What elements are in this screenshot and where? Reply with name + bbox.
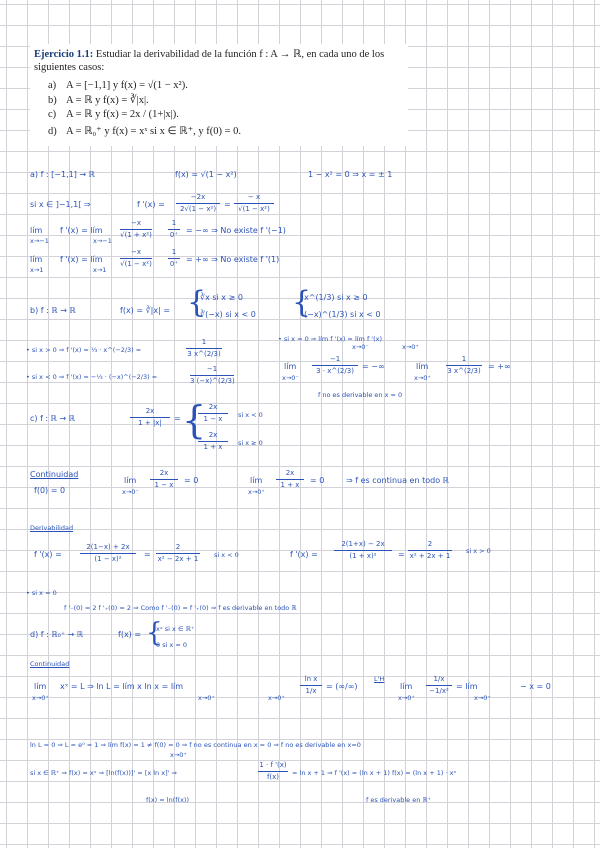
d-lh-result-sub: x→0⁺ bbox=[474, 694, 491, 702]
exercise-item-d bbox=[48, 125, 241, 137]
d-limit-expr: xˣ = L ⇒ ln L = lím x ln x = lím bbox=[60, 682, 184, 691]
a-domain-condition: si x ∈ ]−1,1[ ⇒ bbox=[30, 200, 91, 209]
c-continuity-limit-1-fraction bbox=[150, 469, 178, 490]
denominator: √(1 − x²) bbox=[238, 205, 270, 213]
item-text: A = ℝ₀⁺ y f(x) = xˣ si x ∈ ℝ⁺, y f(0) = 0. bbox=[66, 126, 242, 137]
d-last-line: f(x) = ln(f(x)) bbox=[146, 796, 189, 804]
a-function: f(x) = √(1 − x²) bbox=[175, 170, 237, 179]
denominator: −1/x² bbox=[429, 687, 449, 695]
b-right-limit: lím bbox=[416, 362, 429, 371]
a-limit-1-expr: f '(x) = lím bbox=[60, 226, 103, 235]
numerator: 2x bbox=[145, 407, 155, 415]
denominator: 3 · x^(2/3) bbox=[316, 367, 354, 375]
numerator: 1 bbox=[461, 355, 467, 363]
c-continuity-limit-2: lím bbox=[250, 476, 263, 485]
numerator: 2 bbox=[427, 540, 433, 548]
numerator: 1 bbox=[171, 219, 177, 227]
d-function-label: f(x) = bbox=[118, 630, 142, 639]
d-lh-fraction bbox=[426, 675, 452, 696]
denominator: 0⁺ bbox=[169, 231, 179, 239]
d-limit-lim: lím bbox=[34, 682, 47, 691]
d-limit-sub: x→0⁺ bbox=[32, 694, 49, 702]
denominator: 1 + x bbox=[203, 443, 223, 451]
b-zero-case: • si x = 0 ⇒ lím f '(x) = lím f '(x) bbox=[278, 335, 383, 343]
a-limit-2-sub2: x→1 bbox=[93, 266, 107, 274]
a-limit-2-expr: f '(x) = lím bbox=[60, 255, 103, 264]
numerator: 2x bbox=[159, 469, 169, 477]
item-label: a) bbox=[48, 80, 57, 91]
b-positive-case: • si x > 0 ⇒ f '(x) = ⅓ · x^(−2/3) = bbox=[26, 346, 142, 354]
a-limit-1-result-fraction bbox=[168, 219, 180, 240]
denominator: 2√(1 − x²) bbox=[179, 205, 217, 213]
exercise-item-b bbox=[48, 94, 149, 106]
c-case-1-fraction bbox=[198, 403, 228, 424]
item-label: b) bbox=[48, 95, 57, 106]
c-continuity-limit-1-result: = 0 bbox=[184, 476, 199, 485]
b-left-limit-result: = −∞ bbox=[362, 362, 385, 371]
c-deriv-right-fraction-2 bbox=[408, 540, 452, 561]
c-deriv-left-fraction-2 bbox=[156, 543, 200, 564]
numerator: 1/x bbox=[433, 675, 445, 683]
numerator: 2(1−x) + 2x bbox=[86, 543, 130, 551]
c-brace: { bbox=[182, 398, 207, 442]
a-limit-1-lim: lím bbox=[30, 226, 43, 235]
b-right-limit-result: = +∞ bbox=[488, 362, 511, 371]
numerator: −1 bbox=[206, 365, 218, 373]
numerator: 1 bbox=[201, 338, 207, 346]
d-positive-case: si x ∈ ℝ⁺ ⇒ f(x) = xˣ ⇒ [ln(f(x))]' = [x ln x]' ⇒ bbox=[30, 769, 177, 777]
item-text: A = ℝ y f(x) = ∛|x|. bbox=[66, 95, 149, 106]
b-case-1: ∛x si x ≥ 0 bbox=[200, 293, 243, 302]
d-last-conclusion: f es derivable en ℝ⁺ bbox=[366, 796, 431, 804]
exercise-text: Estudiar la derivabilidad de la función f : A → ℝ, en cada uno de los siguientes casos: bbox=[34, 49, 385, 73]
c-continuity-conclusion: ⇒ f es continua en todo ℝ bbox=[346, 476, 449, 485]
numerator: 2x bbox=[285, 469, 295, 477]
c-case-2-fraction bbox=[198, 431, 228, 452]
numerator: 2x bbox=[208, 403, 218, 411]
item-text: A = [−1,1] y f(x) = √(1 − x²). bbox=[66, 80, 188, 91]
item-label: d) bbox=[48, 126, 57, 137]
c-deriv-right-fraction bbox=[334, 540, 392, 561]
b-case-2: ∛(−x) si x < 0 bbox=[200, 310, 256, 319]
d-lnx-fraction bbox=[300, 675, 322, 696]
exercise-item-c bbox=[48, 108, 179, 120]
exercise-label: Ejercicio 1.1: bbox=[34, 49, 94, 60]
numerator: 2(1+x) − 2x bbox=[341, 540, 385, 548]
a-limit-2-sub: x→1 bbox=[30, 266, 44, 274]
denominator: 3 x^(2/3) bbox=[187, 350, 221, 358]
b-negative-case: • si x < 0 ⇒ f '(x) = −⅓ · (−x)^(−2/3) = bbox=[26, 373, 158, 381]
b-zero-sub-1: x→0⁻ bbox=[352, 343, 369, 351]
numerator: −2x bbox=[190, 193, 206, 201]
denominator: 1/x bbox=[305, 687, 317, 695]
a-derivative-fraction-1 bbox=[176, 193, 220, 214]
a-roots: 1 − x² = 0 ⇒ x = ± 1 bbox=[308, 170, 393, 179]
a-limit-2-result: = +∞ ⇒ No existe f '(1) bbox=[186, 255, 280, 264]
exercise-item-a bbox=[48, 80, 188, 91]
denominator: 1 − x bbox=[203, 415, 223, 423]
d-case-2: 0 si x = 0 bbox=[156, 641, 188, 649]
b-brace-2: { bbox=[292, 285, 312, 320]
c-zero-case: • si x = 0 bbox=[26, 589, 57, 597]
b-left-limit: lím bbox=[284, 362, 297, 371]
d-lh-limit: lím bbox=[400, 682, 413, 691]
b-zero-sub-2: x→0⁺ bbox=[402, 343, 419, 351]
b-positive-fraction bbox=[186, 338, 222, 359]
equals-sign: = bbox=[398, 550, 405, 559]
denominator: √(1 − x²) bbox=[120, 260, 152, 268]
denominator: (1 − x)² bbox=[94, 555, 122, 563]
c-deriv-left-condition: si x < 0 bbox=[214, 551, 239, 559]
b-function: f(x) = ∛|x| = bbox=[120, 306, 171, 315]
exercise-statement bbox=[30, 44, 408, 146]
c-continuity-limit-2-result: = 0 bbox=[310, 476, 325, 485]
numerator: 1 · f '(x) bbox=[259, 761, 287, 769]
numerator: − x bbox=[247, 193, 261, 201]
d-continuity-conclusion: ln L = 0 ⇒ L = e⁰ = 1 ⇒ lím f(x) = 1 ≠ f(0) = 0 ⇒ f no es continua en x = 0 ⇒ f no es derivable en x=0 bbox=[30, 741, 361, 749]
c-continuity-limit-2-sub: x→0⁺ bbox=[248, 488, 265, 496]
b-left-limit-fraction bbox=[312, 355, 358, 376]
b-conclusion: f no es derivable en x = 0 bbox=[318, 391, 403, 399]
numerator: 1 bbox=[171, 248, 177, 256]
c-case-2-condition: si x ≥ 0 bbox=[238, 439, 263, 447]
a-derivative-label: f '(x) = bbox=[137, 200, 165, 209]
numerator: −1 bbox=[329, 355, 341, 363]
a-limit-2-result-fraction bbox=[168, 248, 180, 269]
numerator: −x bbox=[130, 219, 141, 227]
d-lh-limit-sub: x→0⁺ bbox=[398, 694, 415, 702]
d-continuity-title: Continuidad bbox=[30, 660, 70, 668]
a-limit-1-sub: x→−1 bbox=[30, 237, 49, 245]
b-right-limit-fraction bbox=[446, 355, 482, 376]
b-alt-case-1: x^(1/3) si x ≥ 0 bbox=[304, 293, 368, 302]
c-function-fraction bbox=[130, 407, 170, 428]
equals-sign: = bbox=[144, 550, 151, 559]
denominator: x² + 2x + 1 bbox=[409, 552, 451, 560]
denominator: 3 (−x)^(2/3) bbox=[190, 377, 235, 385]
numerator: 2 bbox=[175, 543, 181, 551]
c-zero-conclusion: f '₋(0) = 2 f '₊(0) = 2 ⇒ Como f '₋(0) = f '₊(0) ⇒ f es derivable en todo ℝ bbox=[64, 604, 297, 612]
a-limit-2-lim: lím bbox=[30, 255, 43, 264]
b-brace: { bbox=[187, 285, 207, 320]
b-heading: b) f : ℝ → ℝ bbox=[30, 306, 76, 315]
d-lh-result: = lím bbox=[456, 682, 478, 691]
d-lh-end: − x = 0 bbox=[520, 682, 551, 691]
d-derivative-result: = ln x + 1 ⇒ f '(x) = (ln x + 1) f(x) = (ln x + 1) · xˣ bbox=[292, 769, 457, 777]
c-deriv-right-label: f '(x) = bbox=[290, 550, 318, 559]
c-deriv-right-condition: si x > 0 bbox=[466, 547, 491, 555]
a-limit-1-result: = −∞ ⇒ No existe f '(−1) bbox=[186, 226, 286, 235]
d-log-derivative-fraction bbox=[258, 761, 288, 782]
c-continuity-limit-1-sub: x→0⁻ bbox=[122, 488, 139, 496]
exercise-title bbox=[34, 48, 408, 74]
denominator: 3 x^(2/3) bbox=[447, 367, 481, 375]
c-heading: c) f : ℝ → ℝ bbox=[30, 414, 76, 423]
denominator: 1 + x bbox=[280, 481, 300, 489]
denominator: 1 − x bbox=[154, 481, 174, 489]
c-continuity-title: Continuidad bbox=[30, 470, 79, 479]
d-lhopital-label: L'H bbox=[374, 675, 385, 683]
a-limit-2-fraction bbox=[120, 248, 152, 269]
a-derivative-fraction-2 bbox=[234, 193, 274, 214]
numerator: ln x bbox=[304, 675, 318, 683]
c-continuity-limit-2-fraction bbox=[276, 469, 304, 490]
d-continuity-conclusion-sub: x→0⁺ bbox=[170, 751, 187, 759]
denominator: 0⁺ bbox=[169, 260, 179, 268]
equals-sign: = bbox=[174, 414, 181, 423]
c-continuity-limit-1: lím bbox=[124, 476, 137, 485]
c-derivability-title: Derivabilidad bbox=[30, 524, 74, 532]
c-deriv-left-label: f '(x) = bbox=[34, 550, 62, 559]
c-f-at-zero: f(0) = 0 bbox=[34, 486, 66, 495]
b-negative-fraction bbox=[190, 365, 234, 386]
d-heading: d) f : ℝ₀⁺ → ℝ bbox=[30, 630, 84, 639]
denominator: (1 + x)² bbox=[349, 552, 377, 560]
c-deriv-left-fraction bbox=[80, 543, 136, 564]
b-alt-case-2: (−x)^(1/3) si x < 0 bbox=[304, 310, 381, 319]
d-indeterminate: = (∞/∞) bbox=[326, 682, 358, 691]
a-limit-1-sub2: x→−1 bbox=[93, 237, 112, 245]
numerator: 2x bbox=[208, 431, 218, 439]
item-label: c) bbox=[48, 109, 57, 120]
b-right-limit-sub: x→0⁺ bbox=[414, 374, 431, 382]
d-brace: { bbox=[146, 618, 163, 648]
a-heading: a) f : [−1,1] → ℝ bbox=[30, 170, 95, 179]
equals-sign: = bbox=[224, 200, 231, 209]
c-case-1-condition: si x < 0 bbox=[238, 411, 263, 419]
denominator: x² − 2x + 1 bbox=[157, 555, 199, 563]
numerator: −x bbox=[130, 248, 141, 256]
denominator: √(1 + x²) bbox=[120, 231, 152, 239]
denominator: f(x) bbox=[266, 773, 280, 781]
item-text: A = ℝ y f(x) = 2x / (1+|x|). bbox=[66, 109, 179, 120]
denominator: 1 + |x| bbox=[138, 419, 162, 427]
d-limit-sub-2: x→0⁺ bbox=[198, 694, 215, 702]
a-limit-1-fraction bbox=[120, 219, 152, 240]
b-left-limit-sub: x→0⁻ bbox=[282, 374, 299, 382]
d-limit-sub-3: x→0⁺ bbox=[268, 694, 285, 702]
d-case-1: xˣ si x ∈ ℝ⁺ bbox=[156, 625, 195, 633]
